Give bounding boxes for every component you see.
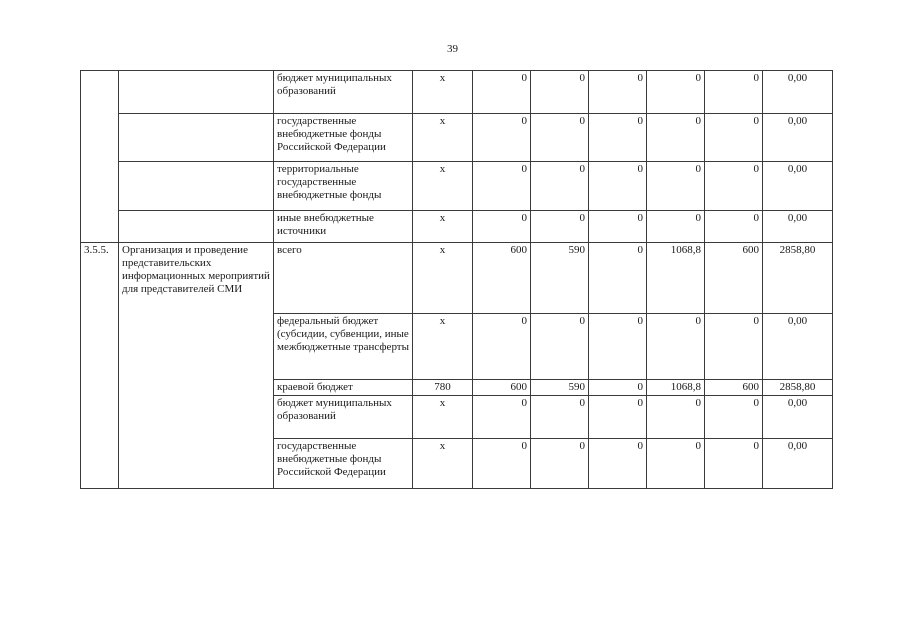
cell-c4: 0 [589, 314, 647, 380]
table-row [81, 114, 833, 162]
cell-c2: 600 [473, 243, 531, 314]
cell-c2: 0 [473, 162, 531, 211]
cell-c1: x [413, 314, 473, 380]
cell-c4: 0 [589, 211, 647, 243]
cell-total: 0,00 [763, 71, 833, 114]
cell-c3: 0 [531, 71, 589, 114]
cell-c2: 0 [473, 439, 531, 489]
row-code [81, 396, 119, 439]
row-name [119, 396, 274, 439]
cell-c5: 0 [647, 162, 705, 211]
cell-c5: 0 [647, 71, 705, 114]
cell-total: 2858,80 [763, 380, 833, 396]
cell-c6: 600 [705, 243, 763, 314]
cell-c3: 0 [531, 211, 589, 243]
funding-source: краевой бюджет [274, 380, 413, 396]
funding-source: федеральный бюджет (субсидии, субвенции, иные межбюджетные трансферты [274, 314, 413, 380]
cell-c3: 590 [531, 243, 589, 314]
row-name [119, 439, 274, 489]
cell-total: 0,00 [763, 114, 833, 162]
cell-total: 0,00 [763, 396, 833, 439]
funding-source: всего [274, 243, 413, 314]
table-row [81, 380, 833, 396]
funding-source: бюджет муниципальных образований [274, 71, 413, 114]
cell-c6: 0 [705, 396, 763, 439]
cell-c2: 0 [473, 211, 531, 243]
row-name [119, 71, 274, 114]
funding-source: государственные внебюджетные фонды Российской Федерации [274, 439, 413, 489]
row-name [119, 114, 274, 162]
cell-c5: 0 [647, 314, 705, 380]
page-number: 39 [447, 43, 458, 55]
cell-c4: 0 [589, 396, 647, 439]
cell-total: 0,00 [763, 162, 833, 211]
cell-c1: x [413, 396, 473, 439]
cell-c3: 0 [531, 314, 589, 380]
row-code [81, 71, 119, 114]
row-code [81, 380, 119, 396]
row-code [81, 162, 119, 211]
cell-c6: 0 [705, 162, 763, 211]
cell-total: 2858,80 [763, 243, 833, 314]
cell-c2: 0 [473, 314, 531, 380]
cell-c1: x [413, 71, 473, 114]
cell-c5: 1068,8 [647, 243, 705, 314]
cell-c3: 0 [531, 114, 589, 162]
cell-c1: x [413, 439, 473, 489]
cell-c4: 0 [589, 71, 647, 114]
cell-c6: 0 [705, 211, 763, 243]
cell-c1: x [413, 114, 473, 162]
cell-c4: 0 [589, 439, 647, 489]
row-code [81, 439, 119, 489]
budget-table [80, 70, 833, 489]
cell-c4: 0 [589, 243, 647, 314]
table-row [81, 162, 833, 211]
cell-c2: 0 [473, 114, 531, 162]
cell-c5: 1068,8 [647, 380, 705, 396]
funding-source: территориальные государственные внебюджетные фонды [274, 162, 413, 211]
cell-c4: 0 [589, 162, 647, 211]
cell-c4: 0 [589, 380, 647, 396]
table-row [81, 243, 833, 314]
cell-c1: x [413, 243, 473, 314]
cell-c4: 0 [589, 114, 647, 162]
cell-c6: 0 [705, 439, 763, 489]
table-row [81, 71, 833, 114]
cell-c6: 0 [705, 114, 763, 162]
table-row [81, 211, 833, 243]
cell-c5: 0 [647, 439, 705, 489]
row-name [119, 211, 274, 243]
cell-c5: 0 [647, 211, 705, 243]
row-code [81, 114, 119, 162]
row-code [81, 314, 119, 380]
row-code [81, 211, 119, 243]
row-name [119, 380, 274, 396]
cell-c2: 0 [473, 396, 531, 439]
funding-source: бюджет муниципальных образований [274, 396, 413, 439]
cell-c2: 0 [473, 71, 531, 114]
cell-c6: 600 [705, 380, 763, 396]
cell-c6: 0 [705, 314, 763, 380]
cell-c2: 600 [473, 380, 531, 396]
row-name [119, 162, 274, 211]
cell-c1: x [413, 162, 473, 211]
cell-c6: 0 [705, 71, 763, 114]
cell-c5: 0 [647, 396, 705, 439]
table-row [81, 314, 833, 380]
row-code: 3.5.5. [81, 243, 119, 314]
cell-c5: 0 [647, 114, 705, 162]
cell-c1: x [413, 211, 473, 243]
funding-source: иные внебюджетные источники [274, 211, 413, 243]
cell-c1: 780 [413, 380, 473, 396]
row-name [119, 314, 274, 380]
table-row [81, 396, 833, 439]
table-row [81, 439, 833, 489]
row-name: Организация и проведение представительских информационных мероприятий для представителей СМИ [119, 243, 274, 314]
cell-c3: 0 [531, 396, 589, 439]
funding-source: государственные внебюджетные фонды Российской Федерации [274, 114, 413, 162]
cell-c3: 0 [531, 162, 589, 211]
cell-c3: 0 [531, 439, 589, 489]
cell-c3: 590 [531, 380, 589, 396]
cell-total: 0,00 [763, 439, 833, 489]
cell-total: 0,00 [763, 314, 833, 380]
cell-total: 0,00 [763, 211, 833, 243]
